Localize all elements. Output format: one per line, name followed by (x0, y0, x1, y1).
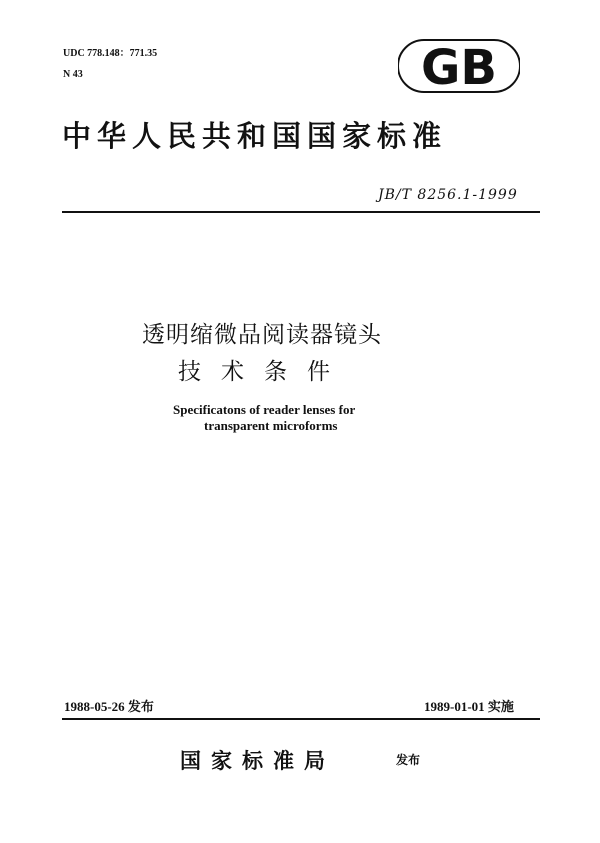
implementation-date: 1989-01-01 实施 (424, 699, 514, 714)
document-title-zh-line2: 技术条件 (178, 359, 350, 385)
document-title-zh-line1: 透明缩微品阅读器镜头 (142, 322, 382, 348)
document-title-en-line1: Specificatons of reader lenses for (173, 402, 356, 417)
standard-title: 中华人民共和国国家标准 (62, 119, 448, 153)
udc-code: UDC 778.148：771.35 (63, 48, 158, 59)
standard-number: JB/T 8256.1-1999 (378, 187, 518, 203)
top-divider (62, 211, 540, 213)
gb-logo (398, 38, 520, 94)
issuing-authority: 国家标准局 (180, 749, 335, 773)
bottom-divider (62, 718, 540, 720)
classification-code: N 43 (63, 69, 83, 80)
document-title-en-line2: transparent microforms (204, 418, 338, 433)
issue-date: 1988-05-26 发布 (64, 699, 154, 714)
svg-text:GB: GB (421, 40, 497, 94)
issue-action-label: 发布 (396, 753, 421, 767)
